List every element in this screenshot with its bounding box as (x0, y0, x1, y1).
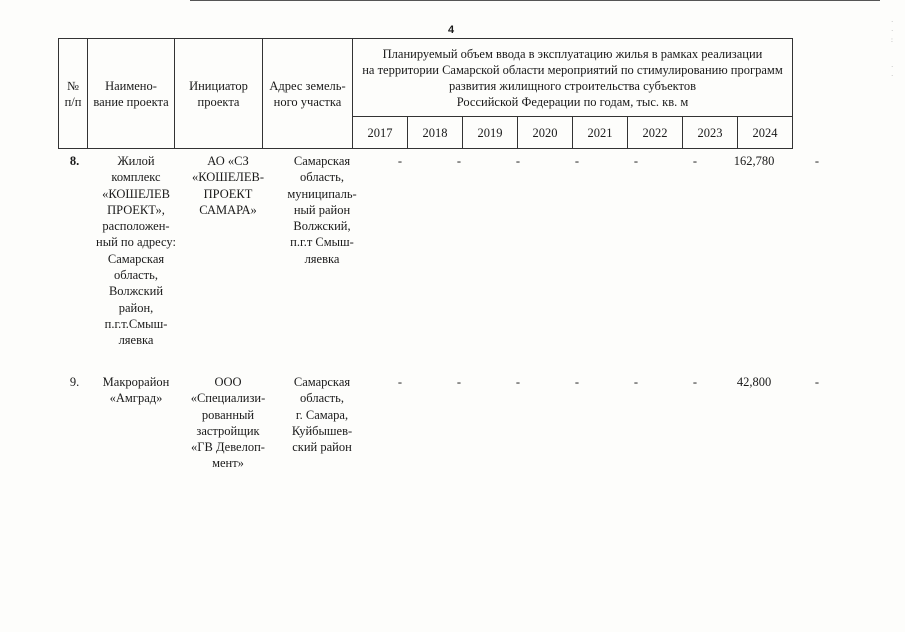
year-value-2022: - (692, 154, 698, 168)
project-name-line: ный по адресу: (96, 235, 176, 250)
year-header: 2024 (738, 117, 793, 149)
year-value-2019: - (515, 154, 521, 168)
address-cell (274, 374, 370, 455)
project-name-line: «Амград» (109, 391, 163, 406)
project-name-line: Волжский (108, 284, 164, 299)
project-name-line: Жилой (117, 154, 155, 168)
address-line: ляевка (304, 251, 340, 266)
year-value-2019: - (515, 375, 521, 389)
initiator-line: «ГВ Девелоп- (191, 440, 265, 455)
row-number: 8. (69, 154, 80, 168)
project-name-cell (91, 374, 181, 407)
header-num: № п/п (59, 39, 88, 149)
project-name-line: п.г.т.Смыш- (104, 316, 168, 331)
year-header: 2023 (683, 117, 738, 149)
year-value-2018: - (456, 154, 462, 168)
year-value-2023: 42,800 (736, 375, 772, 389)
initiator-line: застройщик (196, 423, 260, 438)
initiator-line: «Специализи- (190, 391, 266, 406)
year-value-2020: - (574, 375, 580, 389)
year-value-2024: - (814, 154, 820, 168)
header-project-name: Наимено-вание проекта (88, 39, 175, 149)
address-line: г. Самара, (295, 407, 349, 422)
header-plan-line-1: Планируемый объем ввода в эксплуатацию жилья в рамках реализации (382, 46, 763, 61)
row-number: 9. (69, 375, 80, 389)
initiator-line: ООО (214, 375, 242, 389)
address-line: ский район (292, 440, 352, 455)
project-name-line: область, (114, 268, 158, 283)
initiator-line: ПРОЕКТ (203, 186, 253, 201)
top-edge-line (190, 0, 880, 1)
header-planned-volume (353, 39, 793, 117)
initiator-line: «КОШЕЛЕВ- (192, 170, 264, 185)
address-line: Самарская (293, 154, 351, 168)
year-value-2023: 162,780 (733, 154, 775, 168)
year-value-2018: - (456, 375, 462, 389)
address-line: Самарская (293, 375, 351, 389)
housing-plan-table (58, 38, 793, 149)
project-name-line: «КОШЕЛЕВ (102, 186, 170, 201)
year-header: 2018 (408, 117, 463, 149)
year-value-2021: - (633, 154, 639, 168)
year-value-2017: - (397, 154, 403, 168)
initiator-line: АО «СЗ (207, 154, 249, 168)
header-address: Адрес земель-ного участка (263, 39, 353, 149)
header-initiator: Инициатор проекта (175, 39, 263, 149)
address-cell (274, 153, 370, 267)
initiator-cell (182, 374, 274, 472)
initiator-line: рованный (201, 407, 255, 422)
year-header: 2021 (573, 117, 628, 149)
address-line: Куйбышев- (291, 423, 353, 438)
year-value-2017: - (397, 375, 403, 389)
scan-edge-marks: · · : · · (891, 18, 894, 80)
header-plan-line-2: на территории Самарской области мероприятий по стимулированию программ (362, 62, 783, 77)
page-number: 4 (448, 24, 455, 36)
project-name-line: район, (118, 300, 154, 315)
address-line: п.г.т Смыш- (290, 235, 354, 250)
address-line: область, (300, 391, 344, 406)
address-line: Волжский, (293, 219, 351, 234)
project-name-line: расположен- (102, 219, 170, 234)
address-line: область, (300, 170, 344, 185)
project-name-line: Макрорайон (102, 375, 170, 389)
header-plan-line-4: Российской Федерации по годам, тыс. кв. м (456, 94, 689, 109)
header-plan-line-3: развития жилищного строительства субъектов (449, 78, 696, 93)
year-value-2024: - (814, 375, 820, 389)
year-header: 2020 (518, 117, 573, 149)
project-name-cell (91, 153, 181, 349)
project-name-line: комплекс (111, 170, 161, 185)
project-name-line: Самарская (107, 251, 165, 266)
year-value-2022: - (692, 375, 698, 389)
address-line: ный район (293, 202, 351, 217)
project-name-line: ляевка (118, 333, 154, 348)
initiator-line: мент» (212, 456, 244, 471)
initiator-cell (182, 153, 274, 218)
year-header: 2017 (353, 117, 408, 149)
year-header: 2022 (628, 117, 683, 149)
year-value-2020: - (574, 154, 580, 168)
initiator-line: САМАРА» (199, 202, 257, 217)
address-line: муниципаль- (287, 186, 357, 201)
year-value-2021: - (633, 375, 639, 389)
project-name-line: ПРОЕКТ», (107, 202, 165, 217)
year-header: 2019 (463, 117, 518, 149)
